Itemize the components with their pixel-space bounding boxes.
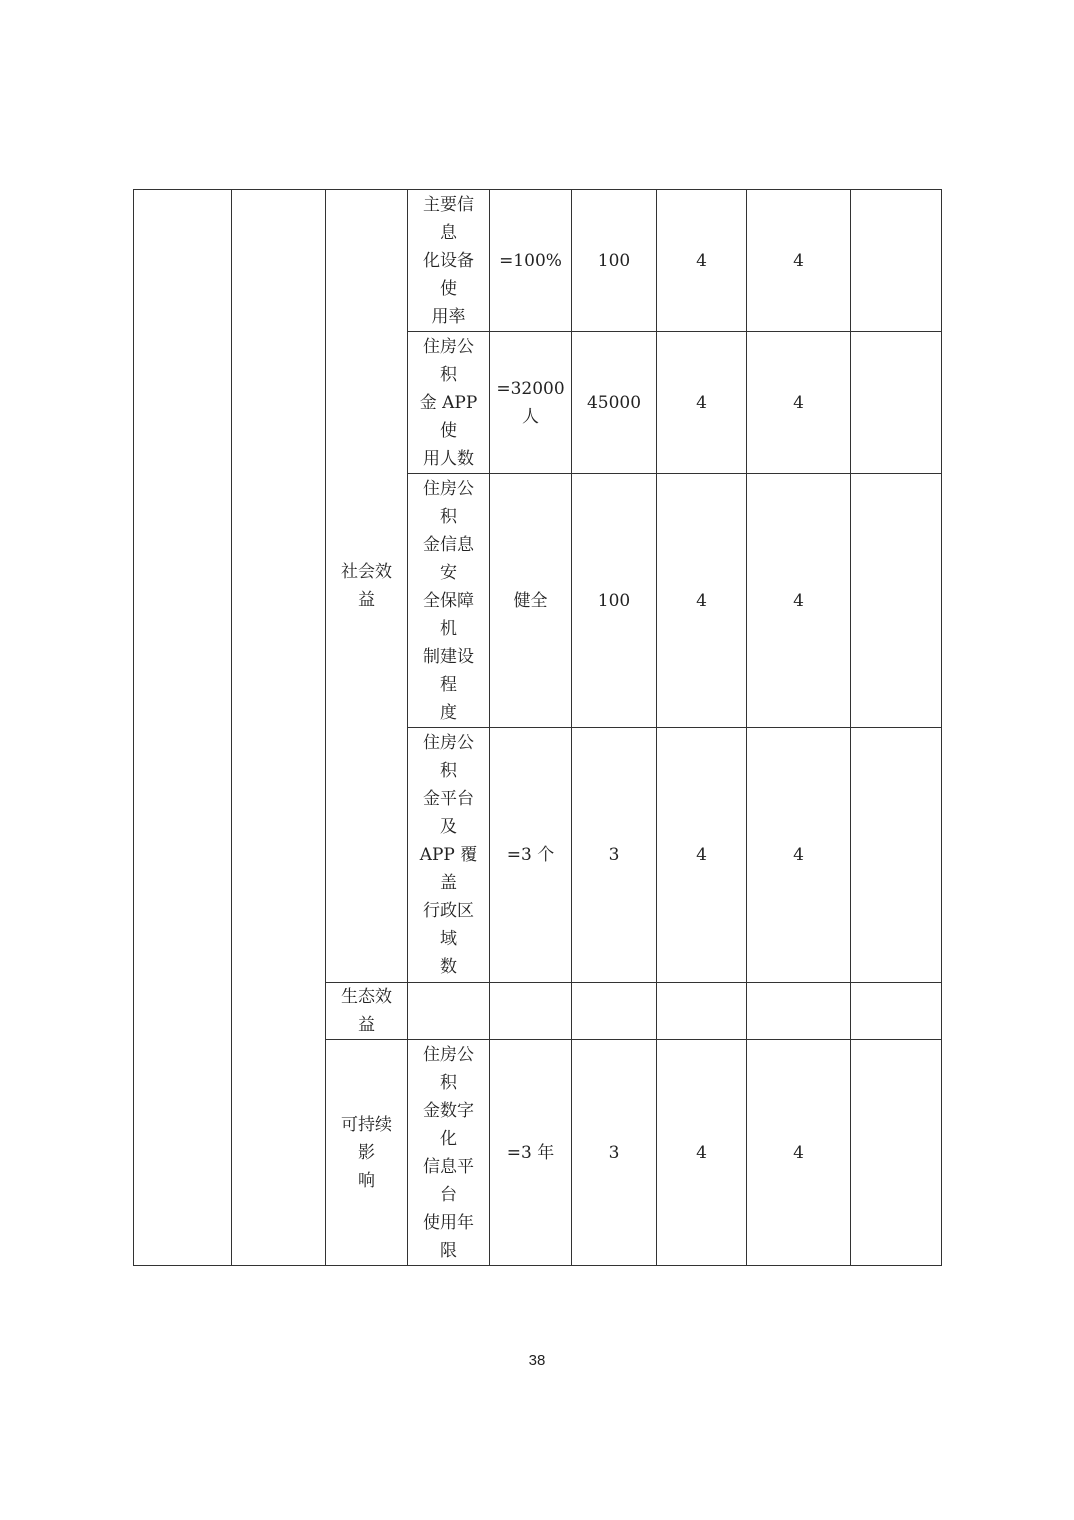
indicator-name-cell: 住房公 积 金 APP 使 用人数 [408,332,490,474]
achieved-score-cell: 4 [747,190,851,332]
ecological-benefit-cell [326,983,408,1040]
note-cell [851,474,942,728]
weight-score-cell: 4 [657,332,747,474]
level1-indicator-cell [134,190,232,1266]
achieved-score-cell: 4 [747,1040,851,1266]
weight-score-cell: 4 [657,728,747,983]
sustainable-impact-label: 可持续 影 响 [341,1114,392,1191]
target-value-cell: 健全 [490,474,572,728]
achieved-score-cell: 4 [747,728,851,983]
indicator-name-cell: 住房公 积 金数字 化 信息平 台 使用年 限 [408,1040,490,1266]
performance-indicator-table [133,189,942,1266]
target-value-cell: =3 个 [490,728,572,983]
actual-value-cell: 100 [572,190,657,332]
level2-indicator-cell [232,190,326,1266]
weight-score-cell: 4 [657,474,747,728]
actual-value-cell: 3 [572,728,657,983]
page-number: 38 [528,1352,546,1369]
note-cell [851,983,942,1040]
actual-value-cell: 45000 [572,332,657,474]
social-benefit-label: 社会效 益 [341,562,392,610]
indicator-name-cell [408,983,490,1040]
ecological-benefit-label: 生态效 益 [341,987,392,1035]
note-cell [851,1040,942,1266]
note-cell [851,190,942,332]
indicator-name-cell: 住房公 积 金信息 安 全保障 机 制建设 程 度 [408,474,490,728]
note-cell [851,728,942,983]
weight-score-cell [657,983,747,1040]
actual-value-cell: 100 [572,474,657,728]
actual-value-cell: 3 [572,1040,657,1266]
target-value-cell: =3 年 [490,1040,572,1266]
indicator-name-cell: 主要信 息 化设备 使 用率 [408,190,490,332]
target-value-cell [490,983,572,1040]
achieved-score-cell: 4 [747,474,851,728]
indicator-name-cell: 住房公 积 金平台 及 APP 覆 盖 行政区 域 数 [408,728,490,983]
weight-score-cell: 4 [657,1040,747,1266]
weight-score-cell: 4 [657,190,747,332]
table-row [134,190,942,332]
target-value-cell: =100% [490,190,572,332]
note-cell [851,332,942,474]
target-value-cell: =32000 人 [490,332,572,474]
actual-value-cell [572,983,657,1040]
sustainable-impact-cell [326,1040,408,1266]
social-benefit-cell [326,190,408,983]
achieved-score-cell: 4 [747,332,851,474]
achieved-score-cell [747,983,851,1040]
